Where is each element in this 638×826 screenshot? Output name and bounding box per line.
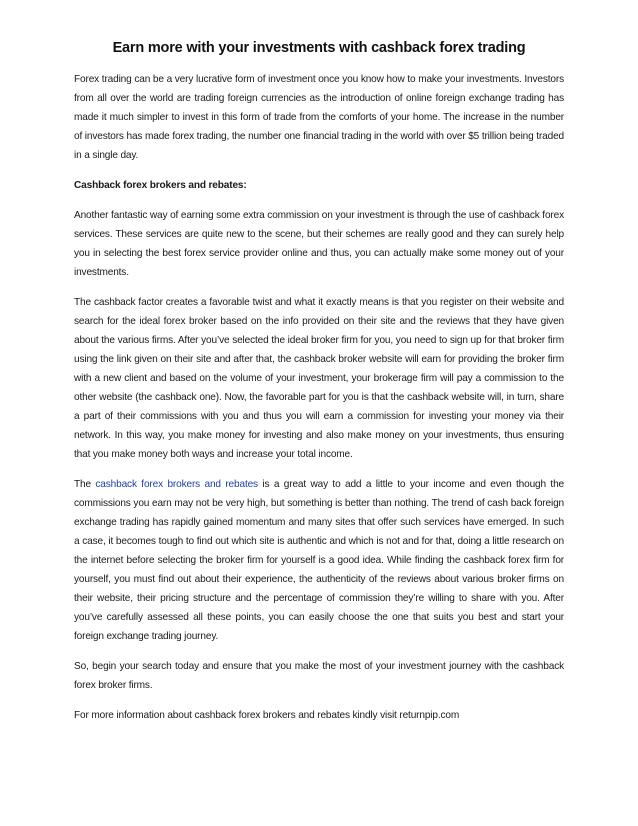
paragraph-intro: Forex trading can be a very lucrative form of investment once you know how to make your investments. Investors from all over the world are trading foreign currencies as the introduction of online foreign exchange trading has made it much simpler to invest in this form of trade from the comforts of your home. The increase in the number of investors has made forex trading, the number one financial trading in the world with over $5 trillion being traded in a single day.	[74, 74, 564, 161]
paragraph-more-info: For more information about cashback forex brokers and rebates kindly visit returnpip.com	[74, 710, 460, 721]
paragraph-brokers-rebates	[74, 475, 564, 646]
section-heading: Cashback forex brokers and rebates:	[74, 180, 247, 191]
document-title: Earn more with your investments with cashback forex trading	[112, 40, 526, 56]
document-page	[74, 40, 564, 736]
paragraph-body: is a great way to add a little to your income and even though the commissions you earn may not be very high, but something is better than nothing. The trend of cash back foreign exchange trading has rapidly gained momentum and many sites that offer such services have emerged. In such a case, it becomes tough to find out which site is authentic and which is not and for that, doing a little research on the internet before selecting the broker firm for yourself is a good idea. While finding the cashback forex firm for yourself, you must find out about their experience, the authenticity of the reviews about various broker firms on their website, their pricing structure and the percentage of commission they’re willing to share with you. After you’ve carefully assessed all these points, you can easily choose the one that suits you best and start your foreign exchange trading journey.	[74, 479, 564, 642]
paragraph-conclusion: So, begin your search today and ensure that you make the most of your investment journey with the cashback forex broker firms.	[74, 661, 564, 691]
cashback-brokers-link[interactable]: cashback forex brokers and rebates	[95, 479, 258, 490]
paragraph-prefix: The	[74, 479, 96, 490]
paragraph-cashback-factor: The cashback factor creates a favorable twist and what it exactly means is that you register on their website and search for the ideal forex broker based on the info provided on their site and the reviews that they have given about the various firms. After you’ve selected the ideal broker firm for you, you need to sign up for that broker firm using the link given on their site and after that, the cashback broker website will earn for providing the broker firm with a new client and based on the volume of your investment, your brokerage firm will pay a commission to the other website (the cashback one). Now, the favorable part for you is that the cashback website will, in turn, share a part of their commissions with you and thus you will earn a commission for investing your money via their network. In this way, you make money for investing and also make money on your investments, thus ensuring that you make money both ways and increase your total income.	[74, 297, 564, 460]
paragraph-cashback-services: Another fantastic way of earning some extra commission on your investment is through the use of cashback forex services. These services are quite new to the scene, but their schemes are really good and they can surely help you in selecting the best forex service provider online and thus, you can actually make some money out of your investments.	[74, 210, 564, 278]
